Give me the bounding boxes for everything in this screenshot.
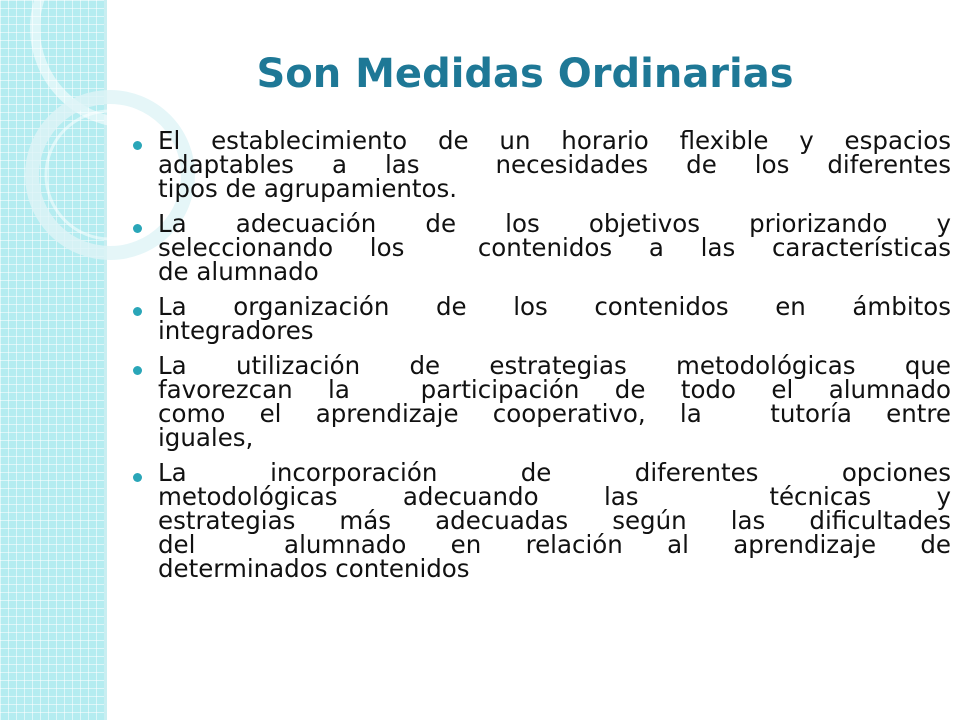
bullet-line: estrategias más adecuadas según las dificultades <box>158 506 951 535</box>
bullet-line: La incorporación de diferentes opciones <box>158 458 951 487</box>
bullet-text <box>158 292 951 345</box>
bullet-line: determinados contenidos <box>158 554 470 583</box>
slide-title: Son Medidas Ordinarias <box>256 51 794 97</box>
bullet-line: tipos de agrupamientos. <box>158 174 458 203</box>
bullet-item <box>133 209 951 286</box>
bullet-line: metodológicas adecuando las técnicas y <box>158 482 951 511</box>
bullet-text <box>158 458 951 583</box>
bullet-text <box>158 351 951 452</box>
bullet-icon <box>133 224 142 233</box>
bullet-icon <box>133 141 142 150</box>
bullet-line: de alumnado <box>158 257 319 286</box>
bullet-icon <box>133 473 142 482</box>
bullet-icon <box>133 307 142 316</box>
bullet-text <box>158 209 951 286</box>
bullet-item <box>133 458 951 583</box>
bullet-line: La organización de los contenidos en ámbitos <box>158 292 951 321</box>
bullet-line: El establecimiento de un horario flexible y espacios <box>158 126 951 155</box>
bullet-line: integradores <box>158 316 314 345</box>
bullet-line: como el aprendizaje cooperativo, la tutoría entre <box>158 399 951 428</box>
bullet-item <box>133 126 951 203</box>
bullet-text <box>158 126 951 203</box>
bullet-item <box>133 292 951 345</box>
bullet-line: La utilización de estrategias metodológicas que <box>158 351 951 380</box>
bullet-line: del alumnado en relación al aprendizaje de <box>158 530 951 559</box>
bullet-list <box>133 126 951 592</box>
bullet-line: La adecuación de los objetivos priorizando y <box>158 209 951 238</box>
bullet-icon <box>133 366 142 375</box>
bullet-item <box>133 351 951 452</box>
bullet-line: favorezcan la participación de todo el alumnado <box>158 375 951 404</box>
bullet-line: seleccionando los contenidos a las características <box>158 233 951 262</box>
bullet-line: adaptables a las necesidades de los diferentes <box>158 150 951 179</box>
bullet-line: iguales, <box>158 423 254 452</box>
